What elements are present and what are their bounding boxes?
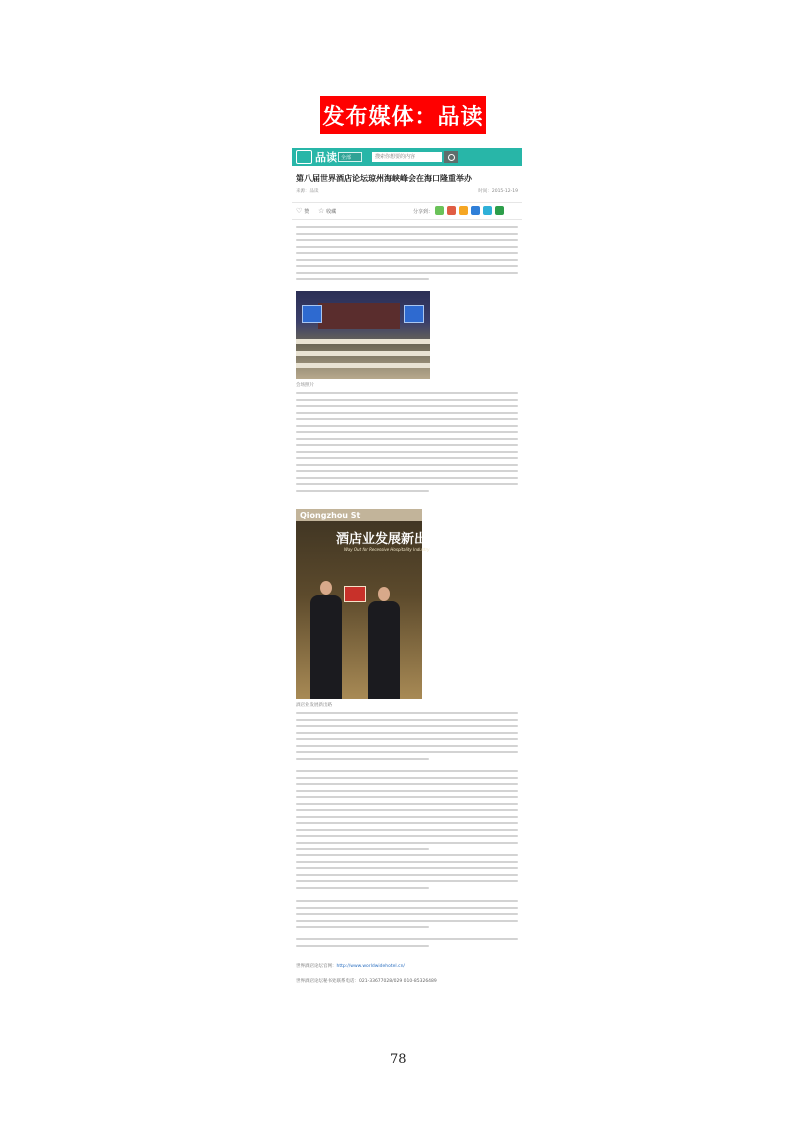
logo-icon [296,150,312,164]
qq-share-icon[interactable] [471,206,480,215]
article-paragraph-6 [296,900,518,933]
article-screenshot [292,148,522,1008]
wechat-share-icon[interactable] [435,206,444,215]
share-label: 分享到： [413,209,434,215]
article-paragraph-5 [296,854,518,893]
like-button[interactable] [296,207,309,215]
like-label: 赞 [304,208,310,215]
weibo-share-icon[interactable] [447,206,456,215]
article-actions [292,202,522,220]
official-site-link[interactable] [296,963,405,969]
qzone-share-icon[interactable] [459,206,468,215]
photo2-headline: 酒店业发展新出路 [336,532,441,547]
article-paragraph-3 [296,712,518,764]
renren-share-icon[interactable] [495,206,504,215]
site-header [292,148,522,166]
photo2-caption: 酒店业发展新出路 [296,703,332,708]
article-date: 时间：2015-12-19 [478,189,518,194]
contact-phone: 世界酒店论坛秘书处联系电话：021-33677028/029 010-85326489 [296,979,437,984]
favorite-label: 收藏 [326,208,337,215]
photo2-subline: Way Out for Recessive Hospitality Industry [344,547,430,552]
certificate [344,586,366,602]
favorite-button[interactable] [318,207,336,215]
photo1-caption: 会场照片 [296,383,314,388]
heart-icon: ♡ [296,207,303,215]
article-paragraph-2 [296,392,518,496]
photo2-banner-text: Qiongzhou St [300,511,361,520]
official-site-label: 世界酒店论坛官网： [296,964,337,969]
conference-photo [296,291,430,379]
article-paragraph-4 [296,770,518,855]
page-number: 78 [390,1052,407,1067]
search-icon [448,154,455,161]
search-button[interactable] [444,151,458,163]
article-title: 第八届世界酒店论坛琼州海峡峰会在海口隆重举办 [296,174,472,183]
article-source: 来源：品读 [296,189,319,194]
article-paragraph-7 [296,938,518,951]
star-icon: ☆ [318,207,325,215]
logo-text: 品读 [315,151,337,164]
search-input[interactable] [372,152,442,162]
official-site-url[interactable]: http://www.worldwidehotel.cn/ [336,964,405,969]
tencent-weibo-share-icon[interactable] [483,206,492,215]
publisher-banner: 发布媒体：品读 [320,96,486,134]
award-photo [296,509,441,699]
category-select[interactable]: 全部 [338,152,362,162]
article-paragraph-1 [296,226,518,285]
site-logo[interactable] [296,149,337,165]
